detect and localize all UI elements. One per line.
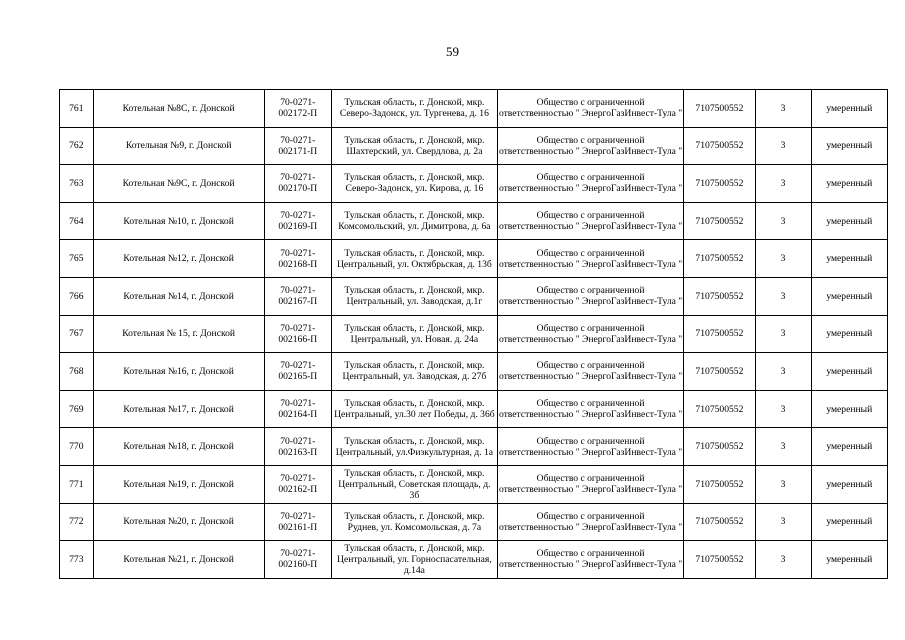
table-row <box>60 390 888 428</box>
risk-level-cell: умеренный <box>811 390 887 428</box>
table-row <box>60 202 888 240</box>
table-row <box>60 165 888 203</box>
table-row <box>60 127 888 165</box>
row-number-cell: 771 <box>60 465 94 503</box>
risk-level-cell: умеренный <box>811 240 887 278</box>
category-cell: 3 <box>755 465 811 503</box>
object-name-cell: Котельная №8С, г. Донской <box>93 90 264 128</box>
risk-level-cell: умеренный <box>811 277 887 315</box>
address-cell: Тульская область, г. Донской, мкр. Центральный, ул. Горноспасательная, д.14а <box>331 541 497 579</box>
address-cell: Тульская область, г. Донской, мкр. Центральный, ул. Новая. д. 24а <box>331 315 497 353</box>
inn-cell: 7107500552 <box>684 202 755 240</box>
inn-cell: 7107500552 <box>684 541 755 579</box>
table-row <box>60 428 888 466</box>
address-cell: Тульская область, г. Донской, мкр. Центральный, ул.Физкультурная, д. 1а <box>331 428 497 466</box>
table-row <box>60 277 888 315</box>
object-name-cell: Котельная №16, г. Донской <box>93 353 264 391</box>
object-name-cell: Котельная №10, г. Донской <box>93 202 264 240</box>
object-code-cell: 70-0271-002167-П <box>264 277 331 315</box>
row-number-cell: 769 <box>60 390 94 428</box>
category-cell: 3 <box>755 202 811 240</box>
inn-cell: 7107500552 <box>684 353 755 391</box>
address-cell: Тульская область, г. Донской, мкр. Шахтерский, ул. Свердлова, д. 2а <box>331 127 497 165</box>
risk-level-cell: умеренный <box>811 541 887 579</box>
inn-cell: 7107500552 <box>684 428 755 466</box>
category-cell: 3 <box>755 277 811 315</box>
organization-cell: Общество с ограниченной ответственностью " ЭнергоГазИнвест-Тула " <box>497 277 683 315</box>
table-row <box>60 465 888 503</box>
address-cell: Тульская область, г. Донской, мкр. Центральный, ул. Заводская, д.1г <box>331 277 497 315</box>
table-row <box>60 541 888 579</box>
organization-cell: Общество с ограниченной ответственностью " ЭнергоГазИнвест-Тула " <box>497 90 683 128</box>
row-number-cell: 765 <box>60 240 94 278</box>
category-cell: 3 <box>755 165 811 203</box>
row-number-cell: 764 <box>60 202 94 240</box>
object-code-cell: 70-0271-002162-П <box>264 465 331 503</box>
inn-cell: 7107500552 <box>684 503 755 541</box>
table-row <box>60 240 888 278</box>
category-cell: 3 <box>755 541 811 579</box>
inn-cell: 7107500552 <box>684 90 755 128</box>
inn-cell: 7107500552 <box>684 390 755 428</box>
organization-cell: Общество с ограниченной ответственностью " ЭнергоГазИнвест-Тула " <box>497 315 683 353</box>
table-row <box>60 353 888 391</box>
address-cell: Тульская область, г. Донской, мкр. Центральный, ул. Заводская, д. 27б <box>331 353 497 391</box>
object-name-cell: Котельная №9, г. Донской <box>93 127 264 165</box>
organization-cell: Общество с ограниченной ответственностью " ЭнергоГазИнвест-Тула " <box>497 465 683 503</box>
row-number-cell: 761 <box>60 90 94 128</box>
risk-level-cell: умеренный <box>811 127 887 165</box>
object-name-cell: Котельная №19, г. Донской <box>93 465 264 503</box>
inn-cell: 7107500552 <box>684 240 755 278</box>
inn-cell: 7107500552 <box>684 315 755 353</box>
object-code-cell: 70-0271-002160-П <box>264 541 331 579</box>
row-number-cell: 772 <box>60 503 94 541</box>
category-cell: 3 <box>755 315 811 353</box>
row-number-cell: 767 <box>60 315 94 353</box>
table-body <box>60 90 888 579</box>
address-cell: Тульская область, г. Донской, мкр. Руднев, ул. Комсомольская, д. 7а <box>331 503 497 541</box>
object-code-cell: 70-0271-002163-П <box>264 428 331 466</box>
object-name-cell: Котельная №9С, г. Донской <box>93 165 264 203</box>
category-cell: 3 <box>755 390 811 428</box>
inn-cell: 7107500552 <box>684 277 755 315</box>
object-name-cell: Котельная №20, г. Донской <box>93 503 264 541</box>
object-code-cell: 70-0271-002170-П <box>264 165 331 203</box>
risk-level-cell: умеренный <box>811 465 887 503</box>
organization-cell: Общество с ограниченной ответственностью " ЭнергоГазИнвест-Тула " <box>497 127 683 165</box>
row-number-cell: 768 <box>60 353 94 391</box>
address-cell: Тульская область, г. Донской, мкр. Северо-Задонск, ул. Тургенева, д. 16 <box>331 90 497 128</box>
object-name-cell: Котельная №17, г. Донской <box>93 390 264 428</box>
object-name-cell: Котельная №14, г. Донской <box>93 277 264 315</box>
object-code-cell: 70-0271-002171-П <box>264 127 331 165</box>
object-name-cell: Котельная № 15, г. Донской <box>93 315 264 353</box>
address-cell: Тульская область, г. Донской, мкр. Центральный, ул.30 лет Победы, д. 36б <box>331 390 497 428</box>
table-row <box>60 315 888 353</box>
risk-level-cell: умеренный <box>811 353 887 391</box>
category-cell: 3 <box>755 127 811 165</box>
object-code-cell: 70-0271-002169-П <box>264 202 331 240</box>
object-code-cell: 70-0271-002161-П <box>264 503 331 541</box>
organization-cell: Общество с ограниченной ответственностью " ЭнергоГазИнвест-Тула " <box>497 165 683 203</box>
row-number-cell: 770 <box>60 428 94 466</box>
object-code-cell: 70-0271-002164-П <box>264 390 331 428</box>
category-cell: 3 <box>755 240 811 278</box>
organization-cell: Общество с ограниченной ответственностью " ЭнергоГазИнвест-Тула " <box>497 428 683 466</box>
risk-level-cell: умеренный <box>811 165 887 203</box>
inn-cell: 7107500552 <box>684 465 755 503</box>
row-number-cell: 763 <box>60 165 94 203</box>
object-name-cell: Котельная №18, г. Донской <box>93 428 264 466</box>
risk-level-cell: умеренный <box>811 315 887 353</box>
organization-cell: Общество с ограниченной ответственностью " ЭнергоГазИнвест-Тула " <box>497 503 683 541</box>
row-number-cell: 773 <box>60 541 94 579</box>
inn-cell: 7107500552 <box>684 165 755 203</box>
table-row <box>60 90 888 128</box>
organization-cell: Общество с ограниченной ответственностью " ЭнергоГазИнвест-Тула " <box>497 541 683 579</box>
category-cell: 3 <box>755 90 811 128</box>
inn-cell: 7107500552 <box>684 127 755 165</box>
object-code-cell: 70-0271-002172-П <box>264 90 331 128</box>
row-number-cell: 766 <box>60 277 94 315</box>
page-number: 59 <box>446 44 459 59</box>
object-name-cell: Котельная №21, г. Донской <box>93 541 264 579</box>
object-code-cell: 70-0271-002168-П <box>264 240 331 278</box>
registry-table <box>59 89 888 579</box>
category-cell: 3 <box>755 503 811 541</box>
organization-cell: Общество с ограниченной ответственностью " ЭнергоГазИнвест-Тула " <box>497 353 683 391</box>
object-code-cell: 70-0271-002166-П <box>264 315 331 353</box>
category-cell: 3 <box>755 353 811 391</box>
organization-cell: Общество с ограниченной ответственностью " ЭнергоГазИнвест-Тула " <box>497 240 683 278</box>
object-name-cell: Котельная №12, г. Донской <box>93 240 264 278</box>
category-cell: 3 <box>755 428 811 466</box>
risk-level-cell: умеренный <box>811 202 887 240</box>
address-cell: Тульская область, г. Донской, мкр. Центральный, Советская площадь, д. 3б <box>331 465 497 503</box>
risk-level-cell: умеренный <box>811 503 887 541</box>
row-number-cell: 762 <box>60 127 94 165</box>
risk-level-cell: умеренный <box>811 428 887 466</box>
table-row <box>60 503 888 541</box>
address-cell: Тульская область, г. Донской, мкр. Северо-Задонск, ул. Кирова, д. 16 <box>331 165 497 203</box>
address-cell: Тульская область, г. Донской, мкр. Комсомольский, ул. Димитрова, д. 6а <box>331 202 497 240</box>
object-code-cell: 70-0271-002165-П <box>264 353 331 391</box>
organization-cell: Общество с ограниченной ответственностью " ЭнергоГазИнвест-Тула " <box>497 202 683 240</box>
organization-cell: Общество с ограниченной ответственностью " ЭнергоГазИнвест-Тула " <box>497 390 683 428</box>
address-cell: Тульская область, г. Донской, мкр. Центральный, ул. Октябрьская, д. 13б <box>331 240 497 278</box>
risk-level-cell: умеренный <box>811 90 887 128</box>
